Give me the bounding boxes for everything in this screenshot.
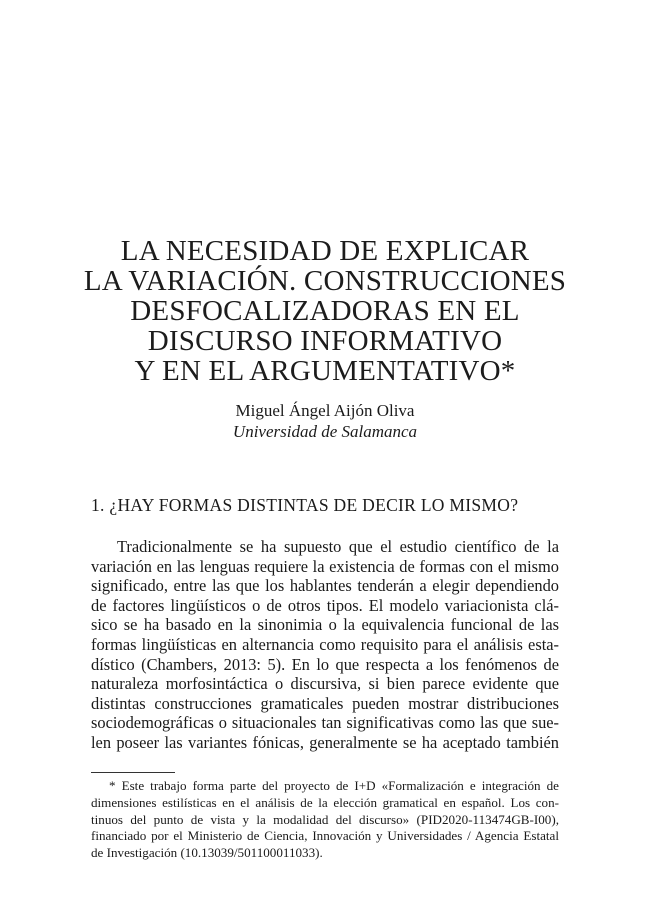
body-line: variación en las lenguas requiere la existencia de formas con el mismo [91, 556, 559, 576]
title-line: LA VARIACIÓN. CONSTRUCCIONES [83, 265, 567, 297]
body-paragraph [91, 537, 559, 753]
section-heading: 1. ¿HAY FORMAS DISTINTAS DE DECIR LO MISMO? [91, 495, 519, 515]
body-line: sico se ha basado en la sinonimia o la equivalencia funcional de las [91, 615, 559, 635]
title-line: DESFOCALIZADORAS EN EL [130, 295, 520, 327]
author-name: Miguel Ángel Aijón Oliva [235, 401, 415, 420]
body-line: len poseer las variantes fónicas, generalmente se ha aceptado también [91, 732, 559, 752]
footnote-line: * Este trabajo forma parte del proyecto de I+D «Formalización e integración de [109, 778, 559, 793]
body-line: dístico (Chambers, 2013: 5). En lo que respecta a los fenómenos de [91, 654, 559, 674]
body-line: sociodemográficas o situacionales tan significativas como las que sue- [91, 713, 559, 733]
footnote-line: tinuos del punto de vista y la modalidad del discurso» (PID2020-113474GB-I00), [91, 811, 559, 827]
body-line: Tradicionalmente se ha supuesto que el estudio científico de la [117, 537, 559, 556]
chapter-title [60, 236, 590, 386]
title-line: Y EN EL ARGUMENTATIVO* [134, 355, 516, 387]
footnote-divider [91, 772, 175, 773]
body-line: distintas construcciones gramaticales pueden mostrar distribuciones [91, 693, 559, 713]
body-line: de factores lingüísticos o de otros tipos. El modelo variacionista clá- [91, 595, 559, 615]
body-line: formas lingüísticas en alternancia como requisito para el análisis esta- [91, 634, 559, 654]
footnote-line: dimensiones estilísticas en el análisis de la elección gramatical en español. Los con- [91, 794, 559, 810]
footnote-line: financiado por el Ministerio de Ciencia, Innovación y Universidades / Agencia Estatal [91, 828, 559, 844]
author-affiliation: Universidad de Salamanca [232, 422, 418, 441]
footnote-line: de Investigación (10.13039/501100011033). [91, 845, 323, 861]
footnote [91, 778, 559, 862]
body-line: naturaleza morfosintáctica o discursiva, si bien parece evidente que [91, 674, 559, 694]
title-line: DISCURSO INFORMATIVO [147, 325, 503, 357]
body-line: significado, entre las que los hablantes tenderán a elegir dependiendo [91, 576, 559, 596]
title-line: LA NECESIDAD DE EXPLICAR [120, 235, 530, 267]
author-block [0, 400, 650, 442]
